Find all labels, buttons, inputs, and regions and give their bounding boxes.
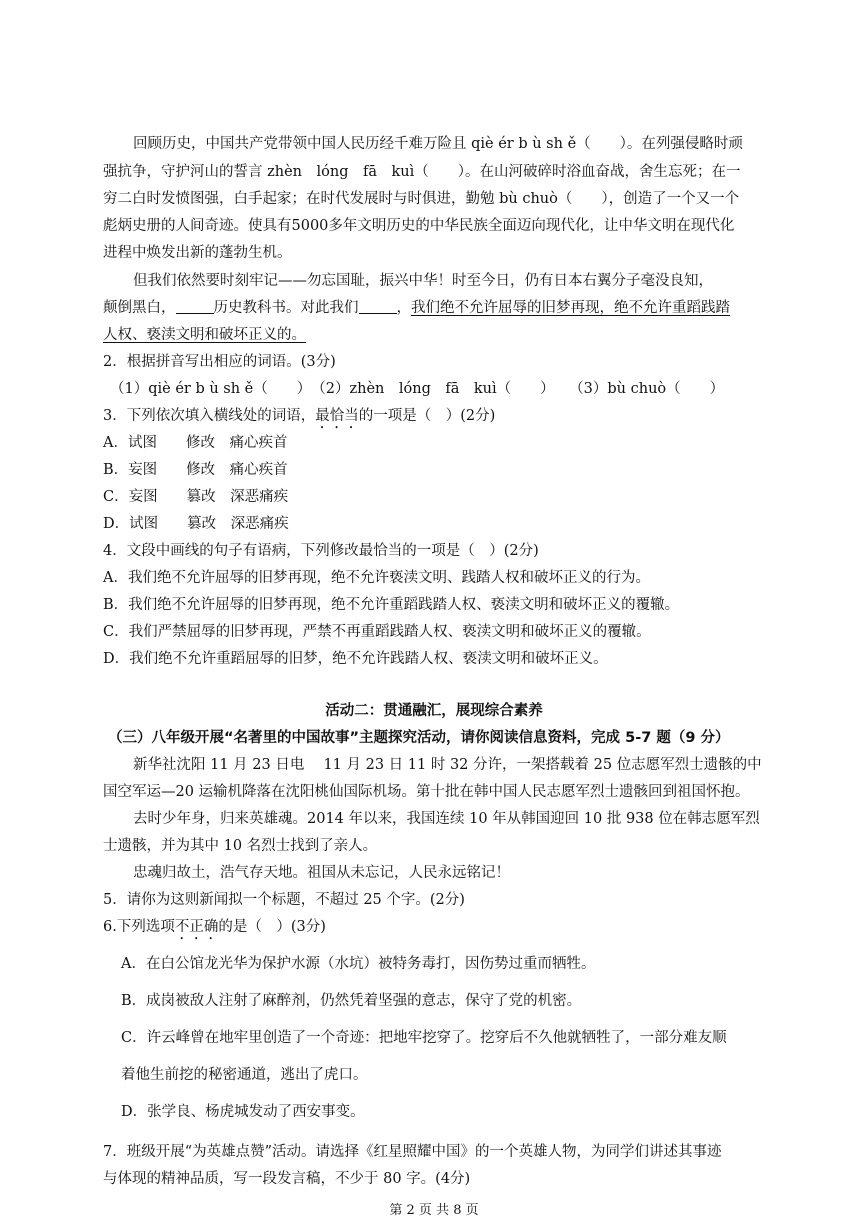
passage-line: 但我们依然要时刻牢记——勿忘国耻，振兴中华！时至今日，仍有日本右翼分子毫没良知， [133, 273, 713, 289]
passage-line [103, 298, 730, 318]
question-7-stem-continued: 与体现的精神品质，写一段发言稿，不少于 80 字。(4分) [103, 1171, 471, 1187]
passage-text: 颠倒黑白， [103, 300, 176, 316]
option-c[interactable]: C．我们严禁屈辱的旧梦再现，严禁不再重蹈践踏人权、亵渎文明和破坏正义的覆辙。 [103, 624, 651, 640]
emphasis-text: 最恰当 [315, 408, 359, 424]
question-7-stem: 7．班级开展“为英雄点赞”活动。请选择《红星照耀中国》的一个英雄人物，为同学们讲述其事迹 [103, 1144, 722, 1160]
option-a[interactable]: A．我们绝不允许屈辱的旧梦再现，绝不允许亵渎文明、践踏人权和破坏正义的行为。 [103, 570, 650, 586]
question-text: 6.下列选项 [103, 919, 175, 935]
news-line: 士遗骸，并为其中 10 名烈士找到了亲人。 [103, 838, 378, 854]
news-line: 国空军运—20 运输机降落在沈阳桃仙国际机场。第十批在韩中国人民志愿军烈士遗骸回到祖国怀抱。 [103, 784, 750, 800]
page-number: 第 2 页 共 8 页 [389, 1203, 479, 1218]
option-b[interactable]: B．我们绝不允许屈辱的旧梦再现，绝不允许重蹈践踏人权、亵渎文明和破坏正义的覆辙。 [103, 597, 680, 613]
option-b[interactable]: B．成岗被敌人注射了麻醉剂，仍然凭着坚强的意志，保守了党的机密。 [121, 993, 582, 1009]
news-line: 新华社沈阳 11 月 23 日电 11 月 23 日 11 时 32 分许，一架搭载着 25 位志愿军烈士遗骸的中 [133, 757, 762, 773]
question-text: 的一项是（ ）(2分) [358, 408, 496, 424]
passage-text: ， [396, 300, 411, 316]
option-d[interactable]: D．我们绝不允许重蹈屈辱的旧梦，绝不允许践踏人权、亵渎文明和破坏正义。 [103, 651, 608, 667]
passage-line: 回顾历史，中国共产党带领中国人民历经千难万险且 qiè ér b ù sh ě（ ）。在列强侵略时顽 [133, 136, 743, 152]
question-4-stem: 4．文段中画线的句子有语病，下列修改最恰当的一项是（ ）(2分) [103, 543, 539, 559]
question-5-stem: 5．请你为这则新闻拟一个标题，不超过 25 个字。(2分) [103, 892, 465, 908]
option-a[interactable]: A．在白公馆龙光华为保护水源（水坑）被特务毒打，因伤势过重而牺牲。 [121, 956, 596, 972]
passage-line: 强抗争，守护河山的誓言 zhèn lóng fā kuì（ ）。在山河破碎时浴血奋战，舍生忘死；在一 [103, 164, 741, 180]
news-line: 去时少年身，归来英雄魂。2014 年以来，我国连续 10 年从韩国迎回 10 批 938 位在韩志愿军烈 [133, 811, 760, 827]
question-2-stem: 2．根据拼音写出相应的词语。(3分) [103, 354, 336, 370]
question-6-stem [103, 917, 326, 943]
question-text: 3．下列依次填入横线处的词语， [103, 408, 316, 424]
news-line: 忠魂归故土，浩气存天地。祖国从未忘记，人民永远铭记！ [133, 865, 510, 881]
section-heading: （三）八年级开展“名著里的中国故事”主题探究活动，请你阅读信息资料，完成 5-7 题（9 分） [108, 730, 730, 746]
option-c[interactable]: C．妄图 篡改 深恶痛疾 [103, 489, 289, 505]
activity-title: 活动二：贯通融汇，展现综合素养 [325, 703, 543, 719]
question-text: 的是（ ）(3分) [218, 919, 326, 935]
option-d[interactable]: D．试图 篡改 深恶痛疾 [103, 516, 289, 532]
question-3-stem [103, 406, 495, 432]
passage-line: 进程中焕发出新的蓬勃生机。 [103, 245, 292, 261]
fill-blank-1[interactable] [176, 299, 214, 314]
underlined-sentence: 人权、亵渎文明和破坏正义的。 [103, 327, 306, 343]
option-d[interactable]: D．张学良、杨虎城发动了西安事变。 [121, 1104, 365, 1120]
emphasis-text: 不正确 [174, 919, 219, 935]
option-b[interactable]: B．妄图 修改 痛心疾首 [103, 462, 288, 478]
passage-line: 穷二白时发愤图强，白手起家；在时代发展时与时俱进，勤勉 bù chuò（ ），创造了一个又一个 [103, 191, 740, 207]
passage-line: 彪炳史册的人间奇迹。使具有5000多年文明历史的中华民族全面迈向现代化，让中华文明在现代化 [103, 218, 735, 234]
option-c-continued: 着他生前挖的秘密通道，逃出了虎口。 [121, 1067, 368, 1083]
question-2-items: （1）qiè ér b ù sh ě（ ） （2）zhèn lóng fā kuì（ ） （3）bù chuò（ ） [110, 381, 725, 397]
option-c[interactable]: C．许云峰曾在地牢里创造了一个奇迹：把地牢挖穿了。挖穿后不久他就牺牲了，一部分难友顺 [121, 1030, 727, 1046]
fill-blank-2[interactable] [359, 299, 397, 314]
option-a[interactable]: A．试图 修改 痛心疾首 [103, 435, 288, 451]
passage-text: 历史教科书。对此我们 [213, 300, 359, 316]
underlined-sentence: 我们绝不允许屈辱的旧梦再现，绝不允许重蹈践踏 [411, 300, 730, 316]
